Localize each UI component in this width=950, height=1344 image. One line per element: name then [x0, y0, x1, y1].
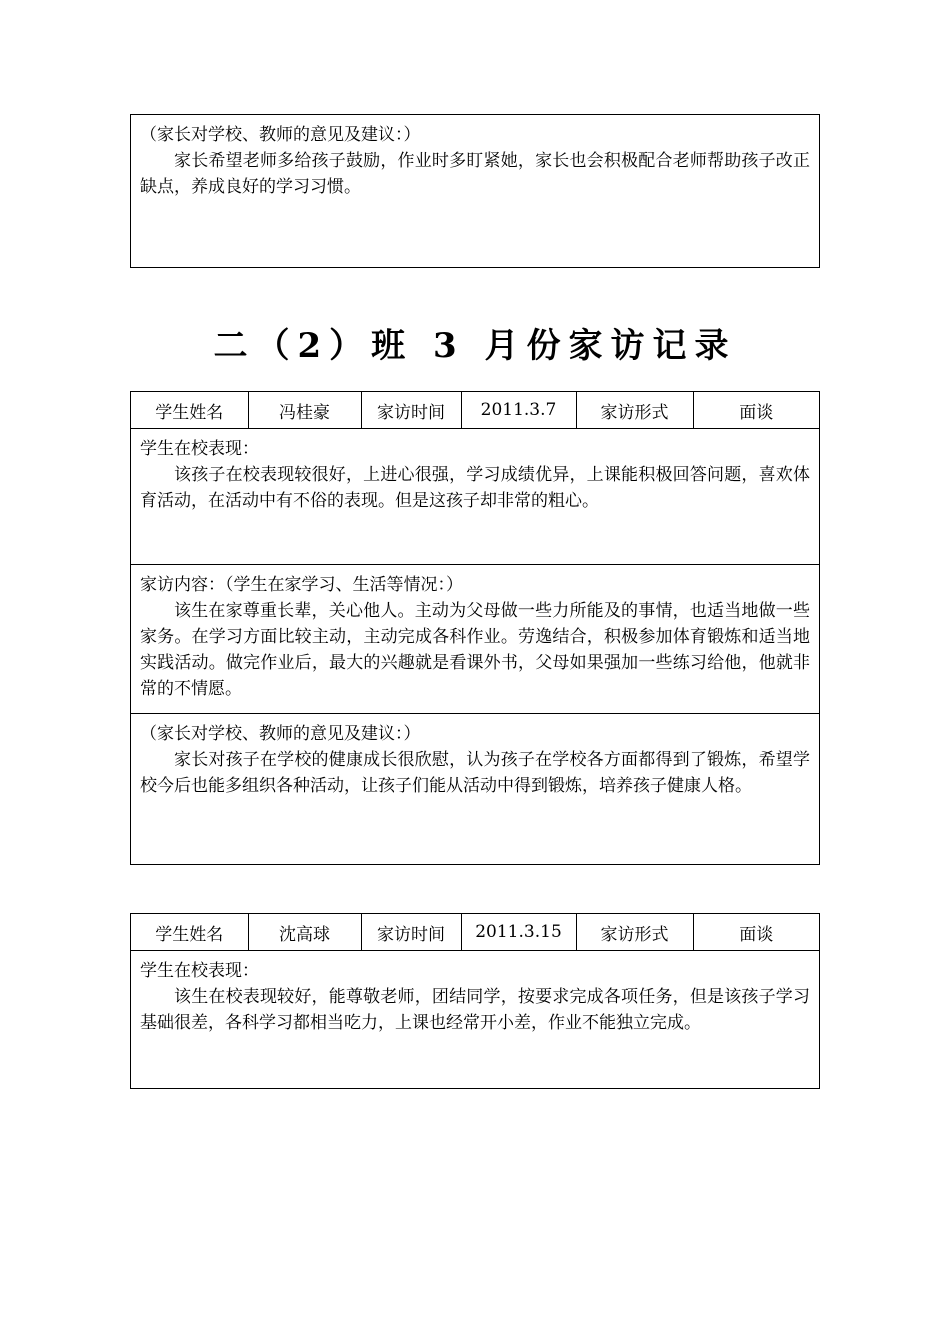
visit-record-2 [130, 913, 820, 1089]
school-performance-label: 学生在校表现： [140, 961, 259, 981]
record-2-info-row [131, 914, 819, 950]
parent-feedback-box-top [130, 114, 820, 268]
parent-feedback-label: （家长对学校、教师的意见及建议：） [140, 125, 421, 145]
parent-feedback-label: （家长对学校、教师的意见及建议：） [140, 724, 421, 744]
school-performance-text: 该孩子在校表现较很好，上进心很强，学习成绩优异，上课能积极回答问题，喜欢体育活动，在活动中有不俗的表现。但是这孩子却非常的粗心。 [140, 465, 810, 511]
visit-form-label: 家访形式 [576, 392, 693, 428]
page-title: 二（2）班 3 月份家访记录 [213, 326, 737, 366]
visit-time-value: 2011.3.7 [461, 392, 576, 428]
student-name-label: 学生姓名 [131, 392, 248, 428]
student-name-label: 学生姓名 [131, 914, 248, 950]
visit-form-label: 家访形式 [576, 914, 693, 950]
school-performance-text: 该生在校表现较好，能尊敬老师，团结同学，按要求完成各项任务，但是该孩子学习基础很差，各科学习都相当吃力，上课也经常开小差，作业不能独立完成。 [140, 987, 810, 1033]
record-1-info-row [131, 392, 819, 428]
school-performance-section [131, 950, 819, 1088]
parent-feedback-text: 家长对孩子在学校的健康成长很欣慰，认为孩子在学校各方面都得到了锻炼，希望学校今后也能多组织各种活动，让孩子们能从活动中得到锻炼，培养孩子健康人格。 [140, 750, 810, 796]
visit-time-label: 家访时间 [361, 392, 461, 428]
school-performance-label: 学生在校表现： [140, 439, 259, 459]
home-visit-text: 该生在家尊重长辈，关心他人。主动为父母做一些力所能及的事情，也适当地做一些家务。在学习方面比较主动，主动完成各科作业。劳逸结合，积极参加体育锻炼和适当地实践活动。做完作业后，最大的兴趣就是看课外书，父母如果强加一些练习给他，他就非常的不情愿。 [140, 601, 810, 699]
visit-time-value: 2011.3.15 [461, 914, 576, 950]
home-visit-section [131, 564, 819, 713]
visit-form-value: 面谈 [739, 402, 774, 423]
student-name-value: 冯桂豪 [248, 392, 361, 428]
home-visit-label: 家访内容：（学生在家学习、生活等情况：） [140, 575, 463, 595]
parent-feedback-text: 家长希望老师多给孩子鼓励，作业时多盯紧她，家长也会积极配合老师帮助孩子改正缺点，养成良好的学习习惯。 [140, 151, 810, 197]
school-performance-section [131, 428, 819, 564]
visit-record-1 [130, 391, 820, 865]
visit-time-label: 家访时间 [361, 914, 461, 950]
student-name-value: 沈高球 [248, 914, 361, 950]
parent-feedback-section [131, 713, 819, 864]
visit-form-value: 面谈 [739, 924, 774, 945]
